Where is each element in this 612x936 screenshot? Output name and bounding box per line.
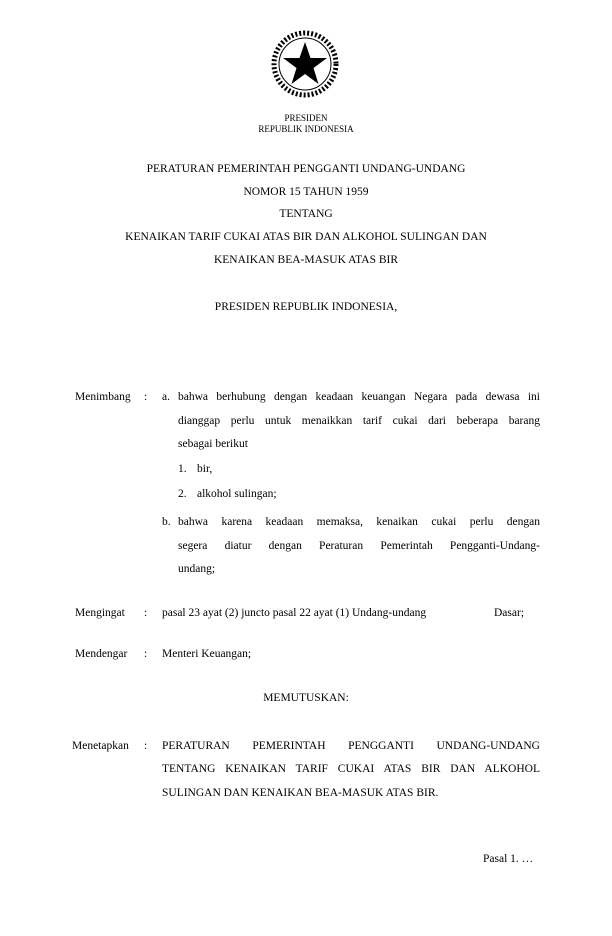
title-line: PERATURAN PEMERINTAH PENGGANTI UNDANG-UNDANG [146,163,466,175]
menimbang-a-line: sebagai berikut [178,438,248,450]
header-presiden: PRESIDEN [284,113,328,123]
colon: : [144,740,148,752]
colon: : [144,607,148,619]
mengingat-label: Mengingat [75,607,125,619]
colon: : [144,391,148,403]
garuda-star-emblem-icon [269,28,341,100]
title-line: NOMOR 15 TAHUN 1959 [243,186,369,198]
list-item: alkohol sulingan; [197,488,277,500]
mengingat-text-end: Dasar; [494,607,525,619]
menetapkan-line: PERATURAN PEMERINTAH PENGGANTI UNDANG-UNDANG [162,740,540,752]
header-republik: REPUBLIK INDONESIA [258,124,354,134]
mendengar-label: Mendengar [75,648,128,660]
menimbang-b-line: undang; [178,563,216,575]
memutuskan-heading: MEMUTUSKAN: [263,692,349,704]
issuer: PRESIDEN REPUBLIK INDONESIA, [214,301,398,313]
item-marker: a. [162,391,170,403]
title-line: TENTANG [279,208,333,220]
menimbang-a-line: dianggap perlu untuk menaikkan tarif cukai dari beberapa barang [178,415,540,427]
menimbang-label: Menimbang [75,391,131,403]
list-marker: 1. [178,463,187,475]
title-line: KENAIKAN BEA-MASUK ATAS BIR [213,254,399,266]
menetapkan-line: SULINGAN DAN KENAIKAN BEA-MASUK ATAS BIR. [162,787,439,799]
list-marker: 2. [178,488,187,500]
mengingat-text: pasal 23 ayat (2) juncto pasal 22 ayat (1) Undang-undang [162,607,427,619]
page-continuation: Pasal 1. … [483,853,534,865]
title-line: KENAIKAN TARIF CUKAI ATAS BIR DAN ALKOHOL SULINGAN DAN [125,231,487,243]
menetapkan-line: TENTANG KENAIKAN TARIF CUKAI ATAS BIR DAN ALKOHOL [162,763,540,775]
menimbang-a-line: bahwa berhubung dengan keadaan keuangan Negara pada dewasa ini [178,391,540,403]
mendengar-text: Menteri Keuangan; [162,648,252,660]
item-marker: b. [162,516,171,528]
menimbang-b-line: segera diatur dengan Peraturan Pemerintah Pengganti-Undang- [178,540,540,552]
colon: : [144,648,148,660]
menimbang-b-line: bahwa karena keadaan memaksa, kenaikan cukai perlu dengan [178,516,540,528]
menetapkan-label: Menetapkan [72,740,129,752]
list-item: bir, [197,463,213,475]
